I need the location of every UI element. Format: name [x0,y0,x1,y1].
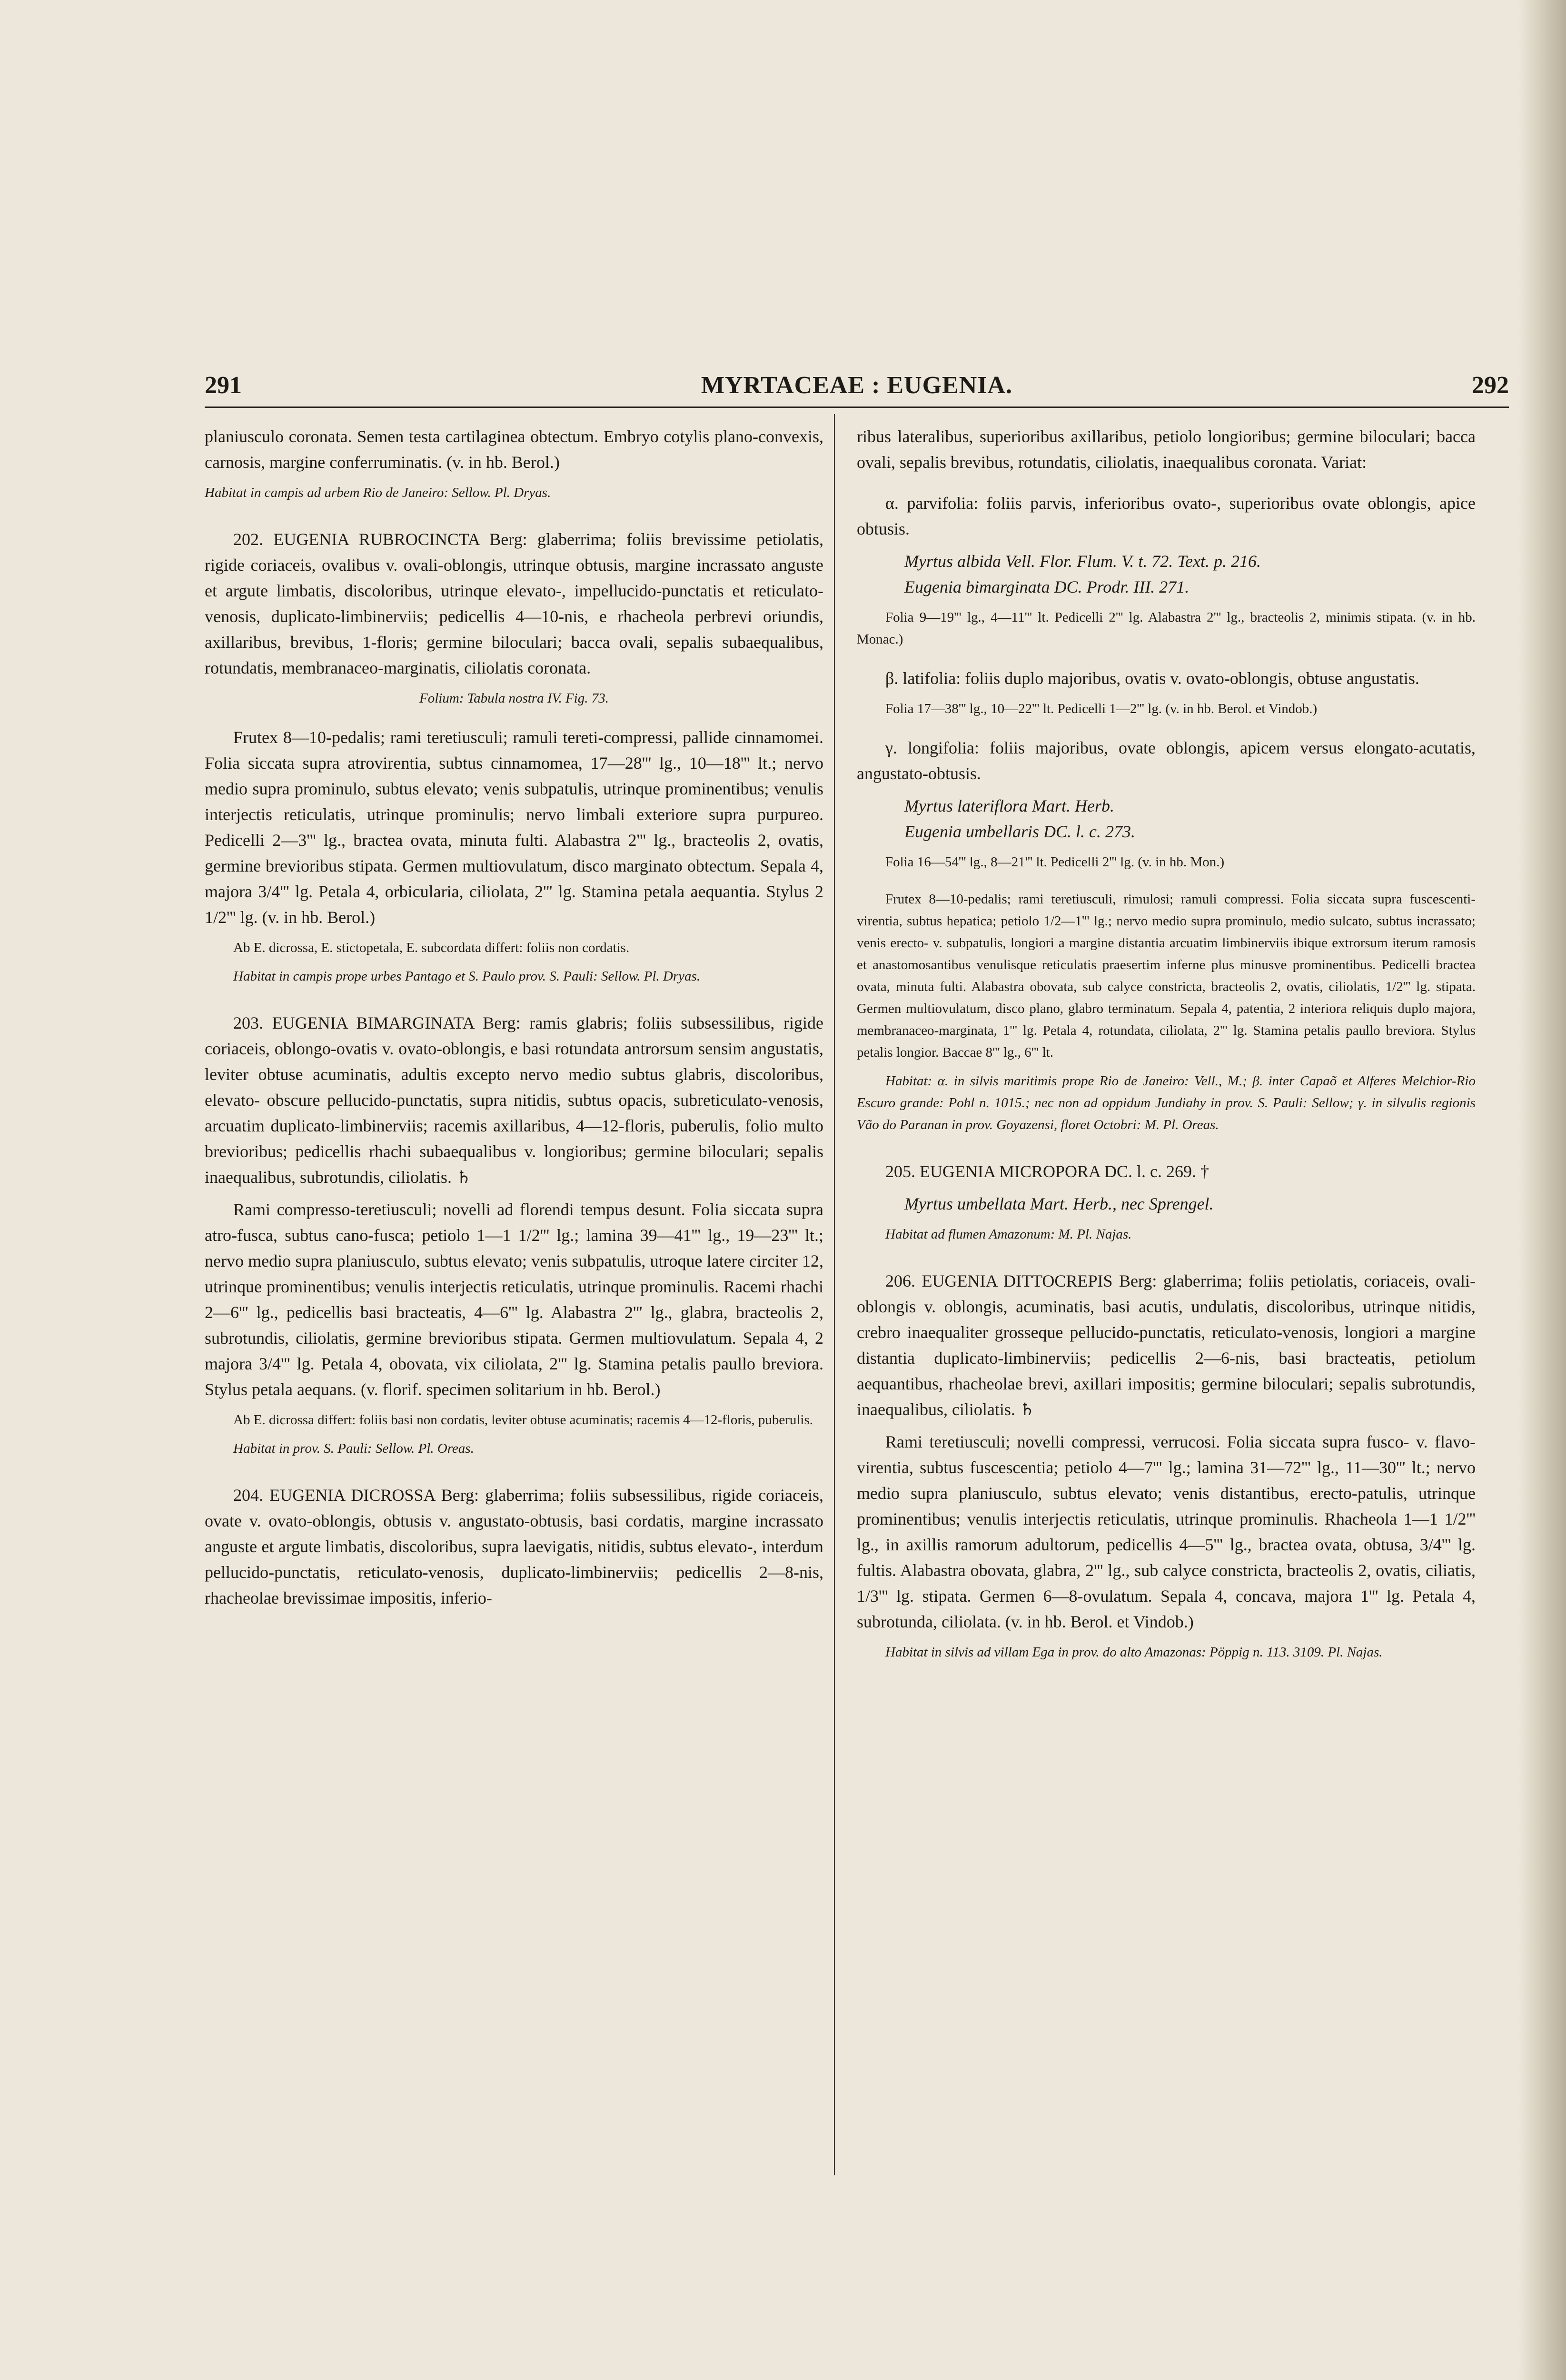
variety-alpha: α. parvifolia: foliis parvis, inferioribus ovato-, superioribus ovate oblongis, apice obtusis. [857,494,1476,538]
synonym: Myrtus albida Vell. Flor. Flum. V. t. 72. Text. p. 216. [904,552,1261,571]
page-gutter-shadow [1518,0,1566,2380]
description-paragraph: Frutex 8—10-pedalis; rami teretiusculi; ramuli tereti-compressi, pallide cinnamomei. Folia siccata supra atrovirentia, subtus cinnamomea, 17—28''' lg., 10—18''' lt.; nervo medio supra prominulo, subtus elevato; venis subpatulis, utrinque prominentibus; venulis interjectis reticulatis, utrinque prominulis; nervo limbali exteriore supra purpureo. Pedicelli 2—3''' lg., bractea ovata, minuta fulti. Alabastra 2''' lg., bracteolis 2, ovatis, germine brevioribus stipata. Germen multiovulatum, disco marginato obtectum. Sepala 4, majora 3/4''' lg. Petala 4, orbicularia, ciliolata, 2''' lg. Stamina petala aequantia. Stylus 2 1/2''' lg. (v. in hb. Berol.) [205,728,823,927]
measurement-note: Folia 17—38''' lg., 10—22''' lt. Pedicelli 1—2''' lg. (v. in hb. Berol. et Vindob.) [885,701,1318,716]
description-paragraph: Frutex 8—10-pedalis; rami teretiusculi, rimulosi; ramuli compressi. Folia siccata supra fuscescenti-virentia, subtus hepatica; petiolo 1/2—1''' lg.; nervo medio supra prominulo, medio sulcato, subtus incrassato; venis erecto- v. subpatulis, longiori a margine distantia arcuatim limbinerviis ibique extrorsum iterum ramosis et anastomosantibus venulisque reticulatis praesertim inferne plus minusve prominentibus. Pedicelli bractea ovata, minuta fulti. Alabastra obovata, sub calyce constricta, bracteolis 2, ovatis, ciliolatis, 1/2''' lg. stipata. Germen multiovulatum, disco plano, glabro terminatum. Sepala 4, patentia, 2 interiora reliquis duplo majora, membranaceo-marginata, 1''' lg. Petala 4, rotundata, ciliolata, 2''' lg. Stamina petalis paullo breviora. Stylus petalis longior. Baccae 8''' lg., 6''' lt. [857,892,1476,1060]
species-entry-206: 206. EUGENIA DITTOCREPIS Berg: glaberrima; foliis petiolatis, coriaceis, ovali-oblongis v. oblongis, acuminatis, basi acutis, undulatis, discoloribus, utrinque nitidis, crebro inaequaliter grosseque pellucido-punctatis, reticulato-venosis, longiori a margine distantia duplicato-limbinerviis; pedicellis 2—6-nis, basi bracteatis, petiolum aequantibus, rhacheolae brevi, axillari impositis; germine biloculari; sepalis subrotundis, inaequalibus, ciliolatis. ♄ [857,1271,1476,1419]
left-column [205,424,823,1611]
habitat-note: Habitat in campis ad urbem Rio de Janeiro: Sellow. Pl. Dryas. [205,485,551,500]
measurement-note: Folia 16—54''' lg., 8—21''' lt. Pedicelli 2''' lg. (v. in hb. Mon.) [885,854,1225,870]
figure-reference: Folium: Tabula nostra IV. Fig. 73. [419,691,609,706]
habitat-note: Habitat: α. in silvis maritimis prope Rio de Janeiro: Vell., M.; β. inter Capaõ et Alferes Melchior-Rio Escuro grande: Pohl n. 1015.; nec non ad oppidum Jundiahy in prov. S. Pauli: Sellow; γ. in silvulis regionis Vão do Paranan in prov. Goyazensi, floret Octobri: M. Pl. Oreas. [857,1073,1476,1132]
species-entry-204: 204. EUGENIA DICROSSA Berg: glaberrima; foliis subsessilibus, rigide coriaceis, ovate v. ovato-oblongis, obtusis v. angustato-obtusis, basi cordatis, margine incrassato anguste et argute limbatis, discoloribus, supra laevigatis, nitidis, subtus elevato-, interdum pellucido-punctatis, reticulato-venosis, duplicato-limbinerviis; pedicellis 2—8-nis, rhacheolae brevissimae impositis, inferio- [205,1486,823,1607]
measurement-note: Folia 9—19''' lg., 4—11''' lt. Pedicelli 2''' lg. Alabastra 2''' lg., bracteolis 2, minimis stipata. (v. in hb. Monac.) [857,610,1476,647]
habitat-note: Habitat in silvis ad villam Ega in prov. do alto Amazonas: Pöppig n. 113. 3109. Pl. Najas. [885,1645,1383,1660]
synonym: Myrtus lateriflora Mart. Herb. [904,796,1114,815]
species-entry-202: 202. EUGENIA RUBROCINCTA Berg: glaberrima; foliis brevissime petiolatis, rigide coriaceis, ovalibus v. ovali-oblongis, utrinque obtusis, margine incrassato anguste et argute limbatis, discoloribus, utrinque elevato-, impellucido-punctatis et reticulato-venosis, duplicato-limbinerviis; pedicellis 4—10-nis, e rhacheola perbrevi oriundis, axillaribus, brevibus, 1-floris; germine biloculari; bacca ovali, sepalis subaequalibus, rotundatis, membranaceo-marginatis, ciliolatis coronata. [205,530,823,677]
habitat-note: Habitat in campis prope urbes Pantago et S. Paulo prov. S. Pauli: Sellow. Pl. Dryas. [233,969,701,984]
page-number-right: 292 [1472,372,1509,399]
description-paragraph: Rami teretiusculi; novelli compressi, verrucosi. Folia siccata supra fusco- v. flavo-virentia, subtus fuscescentia; petiolo 4—7''' lg.; lamina 31—72''' lg., 11—30''' lt.; nervo medio supra planiusculo, subtus elevato; venis distantibus, erecto-patulis, utrinque prominentibus; venulis interjectis reticulatis, utrinque prominulis. Rhacheola 1—1 1/2''' lg., in axillis ramorum adultorum, pedicellis 4—5''' lg., bractea ovata, obtusa, 3/4''' lg. fultis. Alabastra obovata, glabra, 2''' lg., sub calyce constricta, bracteolis 2, ovatis, ciliatis, 1/3''' lg. stipata. Germen 6—8-ovulatum. Sepala 4, concava, majora 1''' lg. Petala 4, subrotunda, ciliolata. (v. in hb. Berol. et Vindob.) [857,1432,1476,1631]
species-entry-205: 205. EUGENIA MICROPORA DC. l. c. 269. † [885,1162,1209,1181]
habitat-note: Habitat ad flumen Amazonum: M. Pl. Najas. [885,1227,1132,1242]
habitat-note: Habitat in prov. S. Pauli: Sellow. Pl. Oreas. [233,1441,474,1456]
page-number-left: 291 [205,372,242,399]
paragraph: ribus lateralibus, superioribus axillaribus, petiolo longioribus; germine biloculari; bacca ovali, sepalis brevibus, rotundatis, ciliolatis, inaequalibus coronata. Variat: [857,427,1476,472]
variety-gamma: γ. longifolia: foliis majoribus, ovate oblongis, apicem versus elongato-acutatis, angustato-obtusis. [857,738,1476,783]
synonym: Eugenia umbellaris DC. l. c. 273. [904,822,1135,841]
paragraph: planiusculo coronata. Semen testa cartilaginea obtectum. Embryo cotylis plano-convexis, carnosis, margine conferruminatis. (v. in hb. Berol.) [205,427,823,472]
description-paragraph: Rami compresso-teretiusculi; novelli ad florendi tempus desunt. Folia siccata supra atro-fusca, subtus cano-fusca; petiolo 1—1 1/2''' lg.; lamina 39—41''' lg., 19—23''' lt.; nervo medio supra planiusculo, subtus elevato; venis subpatulis, utroque latere circiter 12, utrinque prominentibus; venulis interjectis reticulatis, utrinque prominulis. Racemi rhachi 2—6''' lg., pedicellis basi bracteatis, 4—6''' lg. Alabastra 2''' lg., glabra, bracteolis 2, subrotundis, ciliolatis, germine brevioribus stipata. Germen multiovulatum. Sepala 4, 2 majora 3/4''' lg. Petala 4, obovata, vix ciliolata, 2''' lg. Stamina petalis paullo breviora. Stylus petala aequans. (v. florif. specimen solitarium in hb. Berol.) [205,1200,823,1399]
species-entry-203: 203. EUGENIA BIMARGINATA Berg: ramis glabris; foliis subsessilibus, rigide coriaceis, oblongo-ovatis v. ovato-oblongis, e basi rotundata antrorsum sensim angustatis, leviter obtuse acuminatis, adultis excepto nervo medio subtus glabris, discoloribus, elevato- obscure pellucido-punctatis, supra nitidis, subtus opacis, subreticulato-venosis, arcuatim duplicato-limbinerviis; racemis axillaribus, 4—12-floris, puberulis, folio multo brevioribus; pedicellis rhachi subaequalibus v. longioribus; germine biloculari; sepalis inaequalibus, subrotundis, ciliolatis. ♄ [205,1013,823,1187]
differentiation-note: Ab E. dicrossa, E. stictopetala, E. subcordata differt: foliis non cordatis. [233,940,630,955]
synonym: Myrtus umbellata Mart. Herb., nec Sprengel. [904,1194,1214,1213]
header-rule [205,407,1509,408]
column-divider [834,414,835,2175]
right-column [857,424,1476,1663]
running-title: MYRTACEAE : EUGENIA. [701,372,1013,399]
synonym: Eugenia bimarginata DC. Prodr. III. 271. [904,577,1189,596]
variety-beta: β. latifolia: foliis duplo majoribus, ovatis v. ovato-oblongis, obtuse angustatis. [885,669,1419,688]
differentiation-note: Ab E. dicrossa differt: foliis basi non cordatis, leviter obtuse acuminatis; racemis 4—12-floris, puberulis. [233,1412,813,1428]
running-header [205,371,1509,405]
